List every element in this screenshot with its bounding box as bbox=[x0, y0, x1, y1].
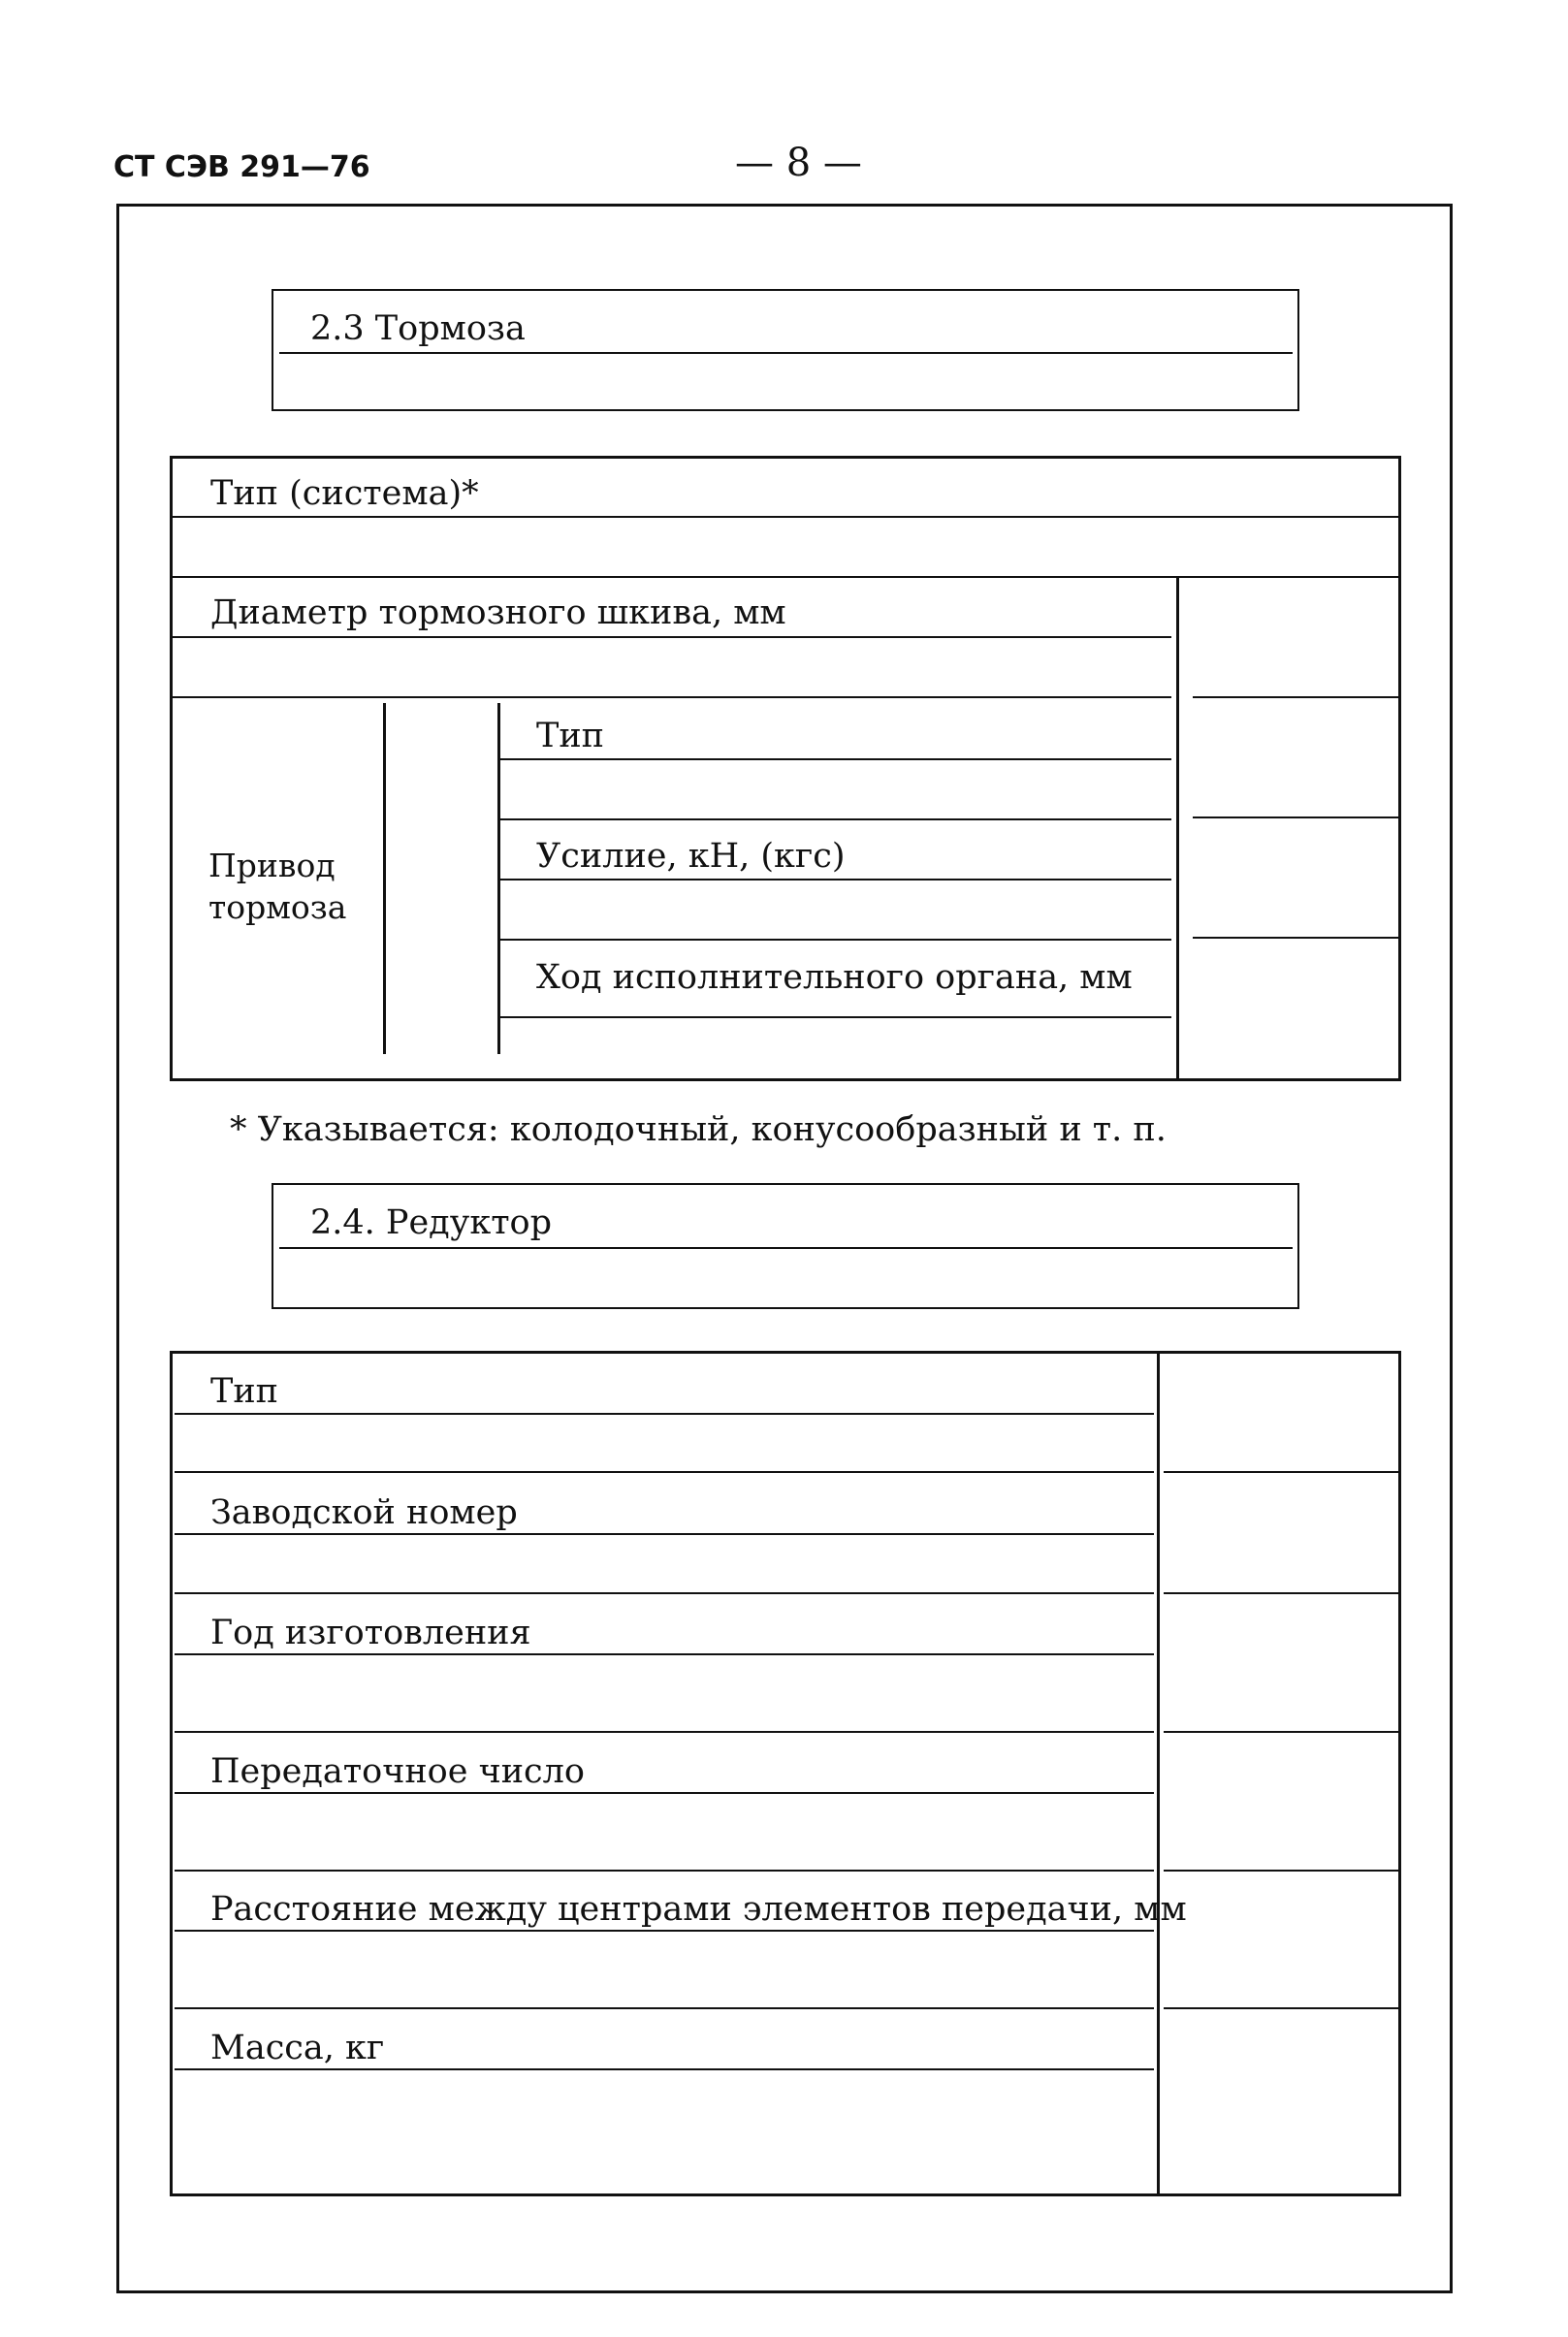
brake-drive-label: Привод тормоза bbox=[208, 847, 347, 926]
reducer-value-divider bbox=[1164, 1731, 1398, 1733]
reducer-divider bbox=[175, 1870, 1154, 1872]
drive-divider bbox=[500, 939, 1171, 941]
drive-divider bbox=[500, 818, 1171, 820]
reducer-divider bbox=[175, 1592, 1154, 1594]
reducer-center-distance-label: Расстояние между центрами элементов передачи, мм bbox=[210, 1890, 1187, 1929]
drum-diameter-label: Диаметр тормозного шкива, мм bbox=[210, 593, 786, 632]
reducer-value-divider bbox=[1164, 1592, 1398, 1594]
reducer-divider bbox=[175, 1471, 1154, 1473]
reducer-ratio-label: Передаточное число bbox=[210, 1752, 585, 1791]
page-number: — 8 — bbox=[735, 141, 862, 185]
brakes-divider bbox=[173, 636, 1171, 638]
brakes-divider bbox=[173, 696, 1171, 698]
reducer-value-column-border bbox=[1157, 1354, 1160, 2193]
reducer-section-title: 2.4. Редуктор bbox=[310, 1203, 553, 1242]
brakes-title-underline bbox=[279, 352, 1293, 354]
drive-divider bbox=[500, 1016, 1171, 1018]
brakes-section-title: 2.3 Тормоза bbox=[310, 309, 526, 348]
reducer-title-underline bbox=[279, 1247, 1293, 1249]
reducer-value-divider bbox=[1164, 1471, 1398, 1473]
footnote: * Указывается: колодочный, конусообразный и т. п. bbox=[230, 1110, 1167, 1149]
brakes-type-system-label: Тип (система)* bbox=[210, 474, 479, 513]
drive-group-border bbox=[383, 703, 386, 1054]
drive-divider bbox=[500, 879, 1171, 880]
reducer-divider bbox=[175, 1731, 1154, 1733]
brakes-value-column-border bbox=[1176, 578, 1179, 1078]
drive-divider bbox=[500, 758, 1171, 760]
reducer-type-label: Тип bbox=[210, 1372, 278, 1411]
reducer-divider bbox=[175, 2007, 1154, 2009]
reducer-divider bbox=[175, 1792, 1154, 1794]
drive-stroke-label: Ход исполнительного органа, мм bbox=[536, 958, 1133, 997]
reducer-value-divider bbox=[1164, 2007, 1398, 2009]
reducer-divider bbox=[175, 1413, 1154, 1415]
brakes-value-divider bbox=[1193, 816, 1398, 818]
brakes-divider bbox=[173, 516, 1398, 518]
reducer-divider bbox=[175, 2068, 1154, 2070]
brakes-section-box bbox=[272, 289, 1299, 411]
brakes-value-divider bbox=[1193, 696, 1398, 698]
reducer-section-box bbox=[272, 1183, 1299, 1309]
reducer-mass-label: Масса, кг bbox=[210, 2029, 385, 2067]
standard-code: СТ СЭВ 291—76 bbox=[113, 150, 370, 184]
brakes-value-divider bbox=[1193, 937, 1398, 939]
reducer-year-label: Год изготовления bbox=[210, 1614, 531, 1652]
reducer-divider bbox=[175, 1930, 1154, 1932]
brakes-divider bbox=[173, 576, 1398, 578]
reducer-divider bbox=[175, 1653, 1154, 1655]
reducer-serial-label: Заводской номер bbox=[210, 1493, 518, 1532]
drive-type-label: Тип bbox=[536, 717, 604, 755]
drive-force-label: Усилие, кН, (кгс) bbox=[536, 837, 846, 876]
reducer-value-divider bbox=[1164, 1870, 1398, 1872]
reducer-divider bbox=[175, 1533, 1154, 1535]
